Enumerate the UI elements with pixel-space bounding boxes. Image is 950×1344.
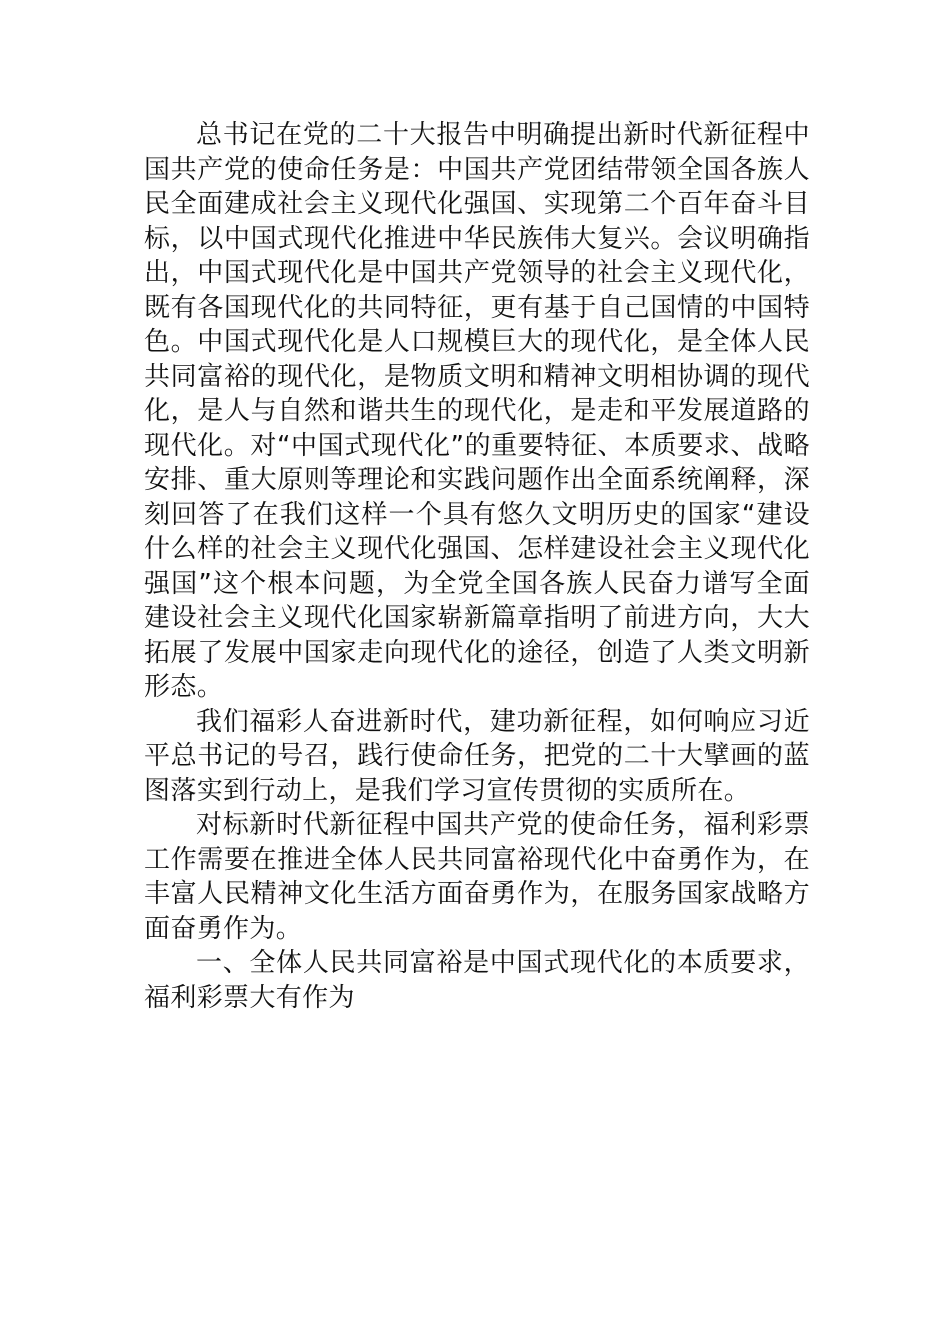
paragraph-mission-tasks: 对标新时代新征程中国共产党的使命任务，福利彩票工作需要在推进全体人民共同富裕现代化中奋勇作为，在丰富人民精神文化生活方面奋勇作为，在服务国家战略方面奋勇作为。 [144,810,810,944]
document-body [144,118,810,1015]
paragraph-intro: 总书记在党的二十大报告中明确提出新时代新征程中国共产党的使命任务是：中国共产党团结带领全国各族人民全面建成社会主义现代化强国、实现第二个百年奋斗目标，以中国式现代化推进中华民族伟大复兴。会议明确指出，中国式现代化是中国共产党领导的社会主义现代化，既有各国现代化的共同特征，更有基于自己国情的中国特色。中国式现代化是人口规模巨大的现代化，是全体人民共同富裕的现代化，是物质文明和精神文明相协调的现代化，是人与自然和谐共生的现代化，是走和平发展道路的现代化。对“中国式现代化”的重要特征、本质要求、战略安排、重大原则等理论和实践问题作出全面系统阐释，深刻回答了在我们这样一个具有悠久文明历史的国家“建设什么样的社会主义现代化强国、怎样建设社会主义现代化强国”这个根本问题，为全党全国各族人民奋力谱写全面建设社会主义现代化国家崭新篇章指明了前进方向，大大拓展了发展中国家走向现代化的途径，创造了人类文明新形态。 [144,120,810,702]
section-heading-common-prosperity: 一、全体人民共同富裕是中国式现代化的本质要求，福利彩票大有作为 [144,948,810,1013]
paragraph-welfare-lottery-response: 我们福彩人奋进新时代，建功新征程，如何响应习近平总书记的号召，践行使命任务，把党的二十大擘画的蓝图落实到行动上，是我们学习宣传贯彻的实质所在。 [144,706,810,806]
